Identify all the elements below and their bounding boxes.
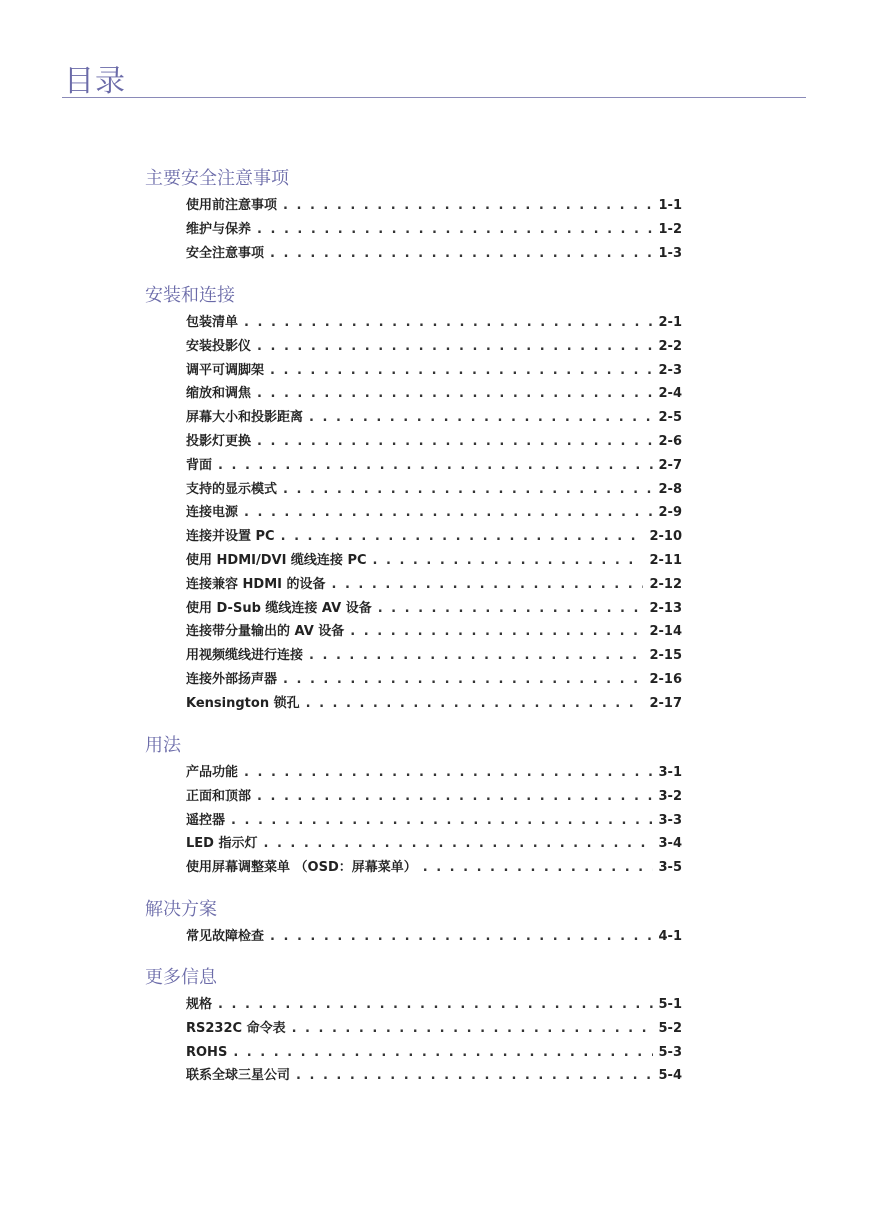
dot-leader	[231, 812, 652, 830]
toc-entry-page: 2-6	[658, 434, 682, 449]
toc-entry[interactable]	[186, 928, 682, 946]
toc-entry-page: 2-14	[649, 624, 682, 640]
toc-entry[interactable]	[186, 197, 682, 215]
dot-leader	[292, 1020, 653, 1038]
toc-entry-label: 使用 D-Sub 缆线连接 AV 设备	[186, 600, 372, 616]
dot-leader	[306, 695, 644, 713]
toc-entry-label: 投影灯更换	[186, 434, 252, 449]
dot-leader	[332, 576, 644, 594]
toc-entry-page: 2-10	[649, 529, 682, 545]
toc-entry[interactable]	[186, 385, 682, 403]
dot-leader	[270, 928, 652, 946]
toc-entry-label: 包装清单	[186, 315, 239, 330]
toc-entry-label: 用视频缆线进行连接	[186, 648, 304, 664]
toc-entry[interactable]	[186, 221, 682, 239]
toc-entry-page: 2-5	[658, 410, 682, 426]
toc-entry-page: 2-13	[649, 600, 682, 616]
dot-leader	[244, 314, 652, 332]
toc-entry-label: 屏幕大小和投影距离	[186, 410, 304, 426]
dot-leader	[244, 764, 652, 782]
dot-leader	[270, 245, 652, 263]
toc-entry-label: 使用 HDMI/DVI 缆线连接 PC	[186, 553, 367, 568]
toc-entry-page: 2-12	[649, 576, 682, 592]
toc-entry-page: 3-5	[658, 860, 682, 876]
toc-entry-label: 连接电源	[186, 505, 239, 521]
toc-entry-label: 常见故障检查	[186, 929, 265, 944]
toc-entry-page: 2-11	[649, 553, 682, 568]
toc-entry[interactable]	[186, 695, 682, 713]
dot-leader	[283, 671, 643, 689]
toc-entry-label: 连接并设置 PC	[186, 529, 275, 545]
toc-entry[interactable]	[186, 600, 682, 618]
toc-entry-page: 5-2	[658, 1020, 682, 1036]
toc-entry[interactable]	[186, 996, 682, 1014]
toc-entry-page: 2-2	[658, 338, 682, 354]
dot-leader	[283, 481, 652, 499]
dot-leader	[296, 1067, 652, 1085]
toc-entry-label: 规格	[186, 997, 213, 1012]
dot-leader	[218, 457, 652, 475]
toc-entry[interactable]	[186, 362, 682, 380]
toc-entry-label: 连接外部扬声器	[186, 672, 278, 687]
toc-entry-page: 3-2	[658, 788, 682, 804]
toc-entry-page: 3-4	[658, 836, 682, 852]
dot-leader	[244, 504, 652, 522]
dot-leader	[309, 647, 643, 665]
toc-entry-label: 缩放和调焦	[186, 386, 252, 402]
toc-entry-page: 1-3	[658, 245, 682, 261]
dot-leader	[257, 788, 652, 806]
toc-entry-label: 遥控器	[186, 812, 226, 828]
toc-entry-page: 4-1	[658, 929, 682, 944]
dot-leader	[373, 552, 644, 570]
toc-entry[interactable]	[186, 245, 682, 263]
toc-entry[interactable]	[186, 647, 682, 665]
toc-entry-page: 1-2	[658, 221, 682, 237]
toc-entry-label: 联系全球三星公司	[186, 1068, 291, 1084]
toc-entry-page: 2-15	[649, 648, 682, 664]
toc-entry[interactable]	[186, 552, 682, 570]
dot-leader	[233, 1044, 652, 1062]
toc-entry[interactable]	[186, 671, 682, 689]
dot-leader	[309, 409, 652, 427]
toc-entry-page: 3-3	[658, 812, 682, 828]
dot-leader	[263, 835, 652, 853]
toc-entry-page: 2-16	[649, 672, 682, 687]
toc-entry[interactable]	[186, 409, 682, 427]
toc-entry-page: 1-1	[658, 198, 682, 213]
section-heading: 用法	[145, 735, 181, 756]
section-heading: 解决方案	[145, 899, 217, 920]
dot-leader	[218, 996, 652, 1014]
title-divider	[62, 97, 806, 98]
toc-entry-label: 使用屏幕调整菜单 （OSD：屏幕菜单）	[186, 860, 417, 876]
toc-entry-label: 连接兼容 HDMI 的设备	[186, 576, 326, 592]
toc-entry-page: 3-1	[658, 765, 682, 780]
toc-entry-page: 5-1	[658, 997, 682, 1012]
toc-entry-page: 2-17	[649, 695, 682, 711]
toc-entry-page: 2-7	[658, 457, 682, 473]
toc-entry[interactable]	[186, 788, 682, 806]
toc-entry[interactable]	[186, 859, 682, 877]
toc-entry-page: 5-3	[658, 1044, 682, 1060]
toc-entry[interactable]	[186, 812, 682, 830]
section-heading: 主要安全注意事项	[145, 168, 289, 189]
toc-entry-page: 2-4	[658, 386, 682, 402]
dot-leader	[378, 600, 644, 618]
toc-entry[interactable]	[186, 764, 682, 782]
toc-entry-page: 2-3	[658, 362, 682, 378]
toc-entry[interactable]	[186, 1044, 682, 1062]
toc-entry[interactable]	[186, 504, 682, 522]
toc-entry[interactable]	[186, 1067, 682, 1085]
toc-entry-label: LED 指示灯	[186, 836, 258, 852]
toc-entry-label: 调平可调脚架	[186, 362, 265, 378]
toc-entry[interactable]	[186, 481, 682, 499]
toc-entry-label: 背面	[186, 457, 213, 473]
dot-leader	[350, 623, 643, 641]
toc-entry-label: 维护与保养	[186, 221, 252, 237]
page-title: 目录	[64, 64, 126, 99]
toc-entry[interactable]	[186, 338, 682, 356]
toc-entry-page: 2-1	[658, 315, 682, 330]
toc-entry[interactable]	[186, 433, 682, 451]
section-heading: 安装和连接	[145, 285, 235, 306]
toc-entry-label: ROHS	[186, 1044, 228, 1060]
dot-leader	[257, 338, 652, 356]
toc-entry-label: 安装投影仪	[186, 338, 252, 354]
toc-entry[interactable]	[186, 314, 682, 332]
toc-entry-label: 安全注意事项	[186, 245, 265, 261]
toc-entry-label: 产品功能	[186, 765, 239, 780]
dot-leader	[257, 221, 652, 239]
dot-leader	[283, 197, 652, 215]
toc-entry-label: 使用前注意事项	[186, 198, 278, 213]
toc-entry[interactable]	[186, 576, 682, 594]
toc-entry[interactable]	[186, 835, 682, 853]
dot-leader	[257, 433, 652, 451]
section-heading: 更多信息	[145, 967, 217, 988]
dot-leader	[281, 528, 644, 546]
toc-entry-label: 正面和顶部	[186, 788, 252, 804]
toc-entry[interactable]	[186, 1020, 682, 1038]
toc-entry-page: 2-8	[658, 481, 682, 497]
dot-leader	[257, 385, 652, 403]
toc-entry[interactable]	[186, 623, 682, 641]
toc-entry-label: 支持的显示模式	[186, 481, 278, 497]
toc-entry-label: RS232C 命令表	[186, 1020, 286, 1036]
toc-entry-label: Kensington 锁孔	[186, 695, 300, 711]
dot-leader	[270, 362, 652, 380]
toc-entry-page: 5-4	[658, 1068, 682, 1084]
toc-entry[interactable]	[186, 528, 682, 546]
toc-entry-page: 2-9	[658, 505, 682, 521]
toc-entry[interactable]	[186, 457, 682, 475]
toc-entry-label: 连接带分量输出的 AV 设备	[186, 624, 345, 640]
dot-leader	[423, 859, 653, 877]
